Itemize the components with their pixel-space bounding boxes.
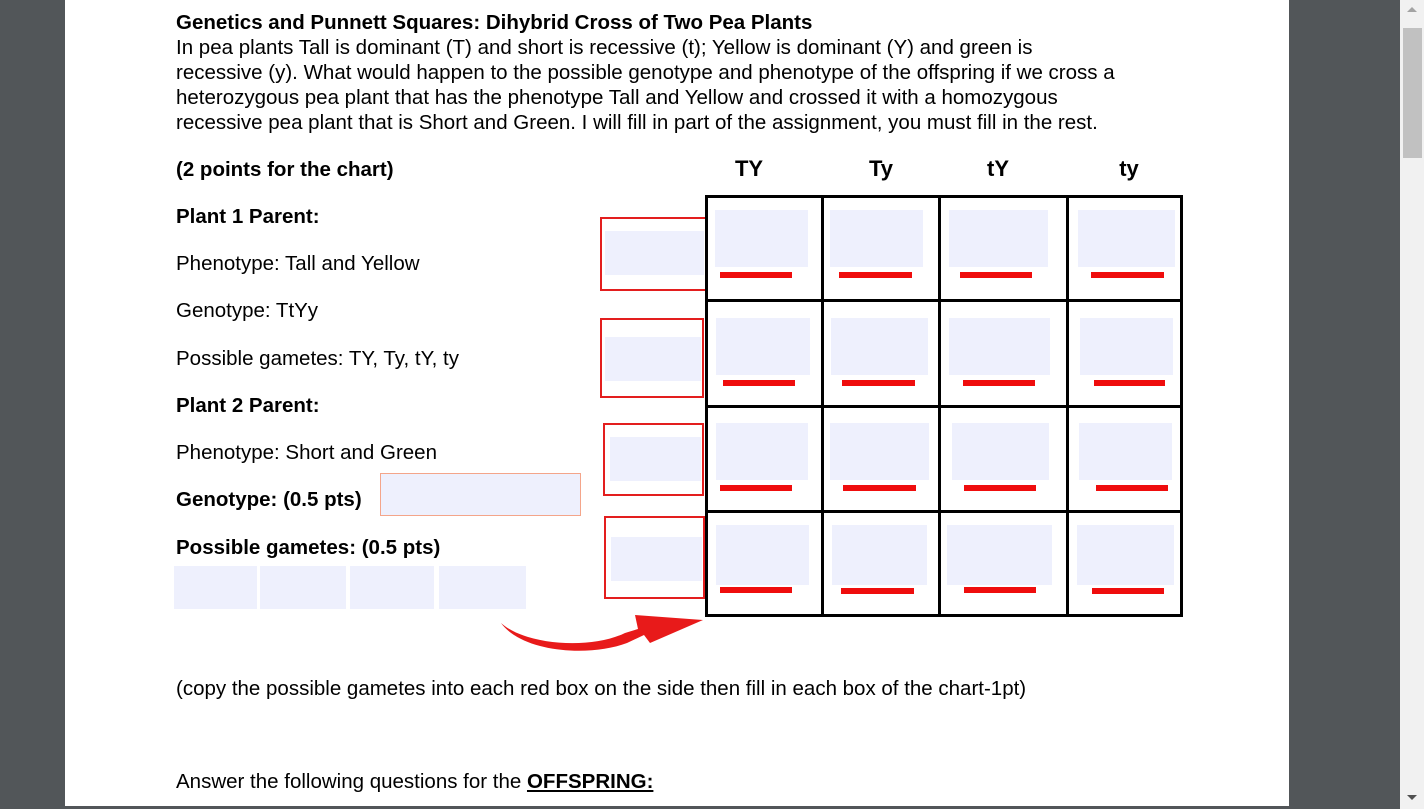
plant2-genotype-label: Genotype: (0.5 pts): [176, 488, 362, 511]
punnett-cell-r3c2[interactable]: [830, 423, 929, 480]
punnett-cell-r4c3[interactable]: [947, 525, 1052, 585]
instruction-text: (copy the possible gametes into each red box on the side then fill in each box of the chart-1pt): [176, 677, 1027, 700]
row-gamete-input-1[interactable]: [605, 231, 704, 275]
plant1-genotype: Genotype: TtYy: [176, 299, 319, 322]
answer-underline-r1c3: [960, 272, 1032, 278]
scroll-up-arrow-icon[interactable]: [1400, 0, 1424, 20]
answer-underline-r3c3: [964, 485, 1036, 491]
punnett-cell-r4c2[interactable]: [832, 525, 927, 585]
offspring-prefix: Answer the following questions for the: [176, 770, 527, 793]
intro-line-2: recessive (y). What would happen to the possible genotype and phenotype of the offspring if we cross a: [176, 61, 1115, 84]
answer-underline-r4c1: [720, 587, 792, 593]
grid-line-h3: [705, 510, 1183, 513]
intro-line-4: recessive pea plant that is Short and Green. I will fill in part of the assignment, you must fill in the rest.: [176, 111, 1098, 134]
column-header-ty: ty: [1119, 156, 1139, 181]
answer-underline-r3c1: [720, 485, 792, 491]
offspring-heading: OFFSPRING:: [526, 770, 654, 793]
answer-underline-r2c1: [723, 380, 795, 386]
grid-line-v4: [1180, 195, 1183, 617]
answer-underline-r2c3: [963, 380, 1035, 386]
plant2-gametes-label: Possible gametes: (0.5 pts): [176, 536, 441, 559]
plant2-heading: Plant 2 Parent:: [176, 394, 320, 417]
column-header-tY: tY: [987, 156, 1009, 181]
intro-line-1: In pea plants Tall is dominant (T) and short is recessive (t); Yellow is dominant (Y) and green is: [176, 36, 1033, 59]
answer-underline-r1c4: [1091, 272, 1164, 278]
document-page: [65, 0, 1289, 809]
answer-underline-r1c1: [720, 272, 792, 278]
grid-line-v3: [1066, 195, 1069, 617]
row-gamete-input-3[interactable]: [610, 437, 701, 481]
plant2-gamete-input-1[interactable]: [174, 566, 257, 609]
plant2-genotype-input[interactable]: [380, 473, 581, 516]
punnett-cell-r2c1[interactable]: [716, 318, 810, 375]
punnett-cell-r2c4[interactable]: [1080, 318, 1173, 375]
punnett-cell-r4c4[interactable]: [1077, 525, 1174, 585]
row-gamete-input-4[interactable]: [611, 537, 702, 581]
grid-line-h0: [705, 195, 1183, 198]
plant1-gametes: Possible gametes: TY, Ty, tY, ty: [176, 347, 459, 370]
punnett-cell-r3c4[interactable]: [1079, 423, 1172, 480]
grid-line-h2: [705, 405, 1183, 408]
answer-underline-r4c2: [841, 588, 914, 594]
column-header-TY: TY: [734, 156, 764, 181]
plant2-gamete-input-2[interactable]: [260, 566, 346, 609]
punnett-cell-r1c3[interactable]: [949, 210, 1048, 267]
answer-underline-r4c4: [1092, 588, 1164, 594]
punnett-cell-r2c3[interactable]: [949, 318, 1050, 375]
punnett-cell-r1c2[interactable]: [830, 210, 923, 267]
answer-underline-r4c3: [964, 587, 1036, 593]
grid-line-v0: [705, 195, 708, 617]
punnett-cell-r1c4[interactable]: [1078, 210, 1175, 267]
answer-underline-r3c4: [1096, 485, 1168, 491]
punnett-cell-r2c2[interactable]: [831, 318, 928, 375]
plant1-phenotype: Phenotype: Tall and Yellow: [176, 252, 420, 275]
scrollbar-thumb[interactable]: [1403, 28, 1422, 158]
grid-line-v1: [821, 195, 824, 617]
column-header-Ty: Ty: [868, 156, 894, 181]
punnett-cell-r3c1[interactable]: [716, 423, 808, 480]
offspring-question: [176, 769, 653, 794]
plant2-gamete-input-3[interactable]: [350, 566, 434, 609]
document-title: Genetics and Punnett Squares: Dihybrid Cross of Two Pea Plants: [176, 11, 813, 34]
punnett-cell-r3c3[interactable]: [952, 423, 1049, 480]
answer-underline-r1c2: [839, 272, 912, 278]
grid-line-h1: [705, 299, 1183, 302]
punnett-cell-r1c1[interactable]: [715, 210, 808, 267]
plant2-gamete-input-4[interactable]: [439, 566, 526, 609]
scroll-down-arrow-icon[interactable]: [1400, 789, 1424, 809]
row-gamete-input-2[interactable]: [605, 337, 701, 381]
answer-underline-r2c4: [1094, 380, 1165, 386]
chart-points-label: (2 points for the chart): [176, 158, 394, 181]
plant2-phenotype: Phenotype: Short and Green: [176, 441, 437, 464]
plant1-heading: Plant 1 Parent:: [176, 205, 320, 228]
curved-arrow-icon: [495, 605, 710, 660]
scroll-down-glyph: [1407, 795, 1417, 800]
answer-underline-r2c2: [842, 380, 915, 386]
intro-line-3: heterozygous pea plant that has the phenotype Tall and Yellow and crossed it with a homozygous: [176, 86, 1058, 109]
grid-line-h4: [705, 614, 1183, 617]
scroll-up-glyph: [1407, 7, 1417, 12]
answer-underline-r3c2: [843, 485, 916, 491]
punnett-cell-r4c1[interactable]: [716, 525, 809, 585]
grid-line-v2: [938, 195, 941, 617]
